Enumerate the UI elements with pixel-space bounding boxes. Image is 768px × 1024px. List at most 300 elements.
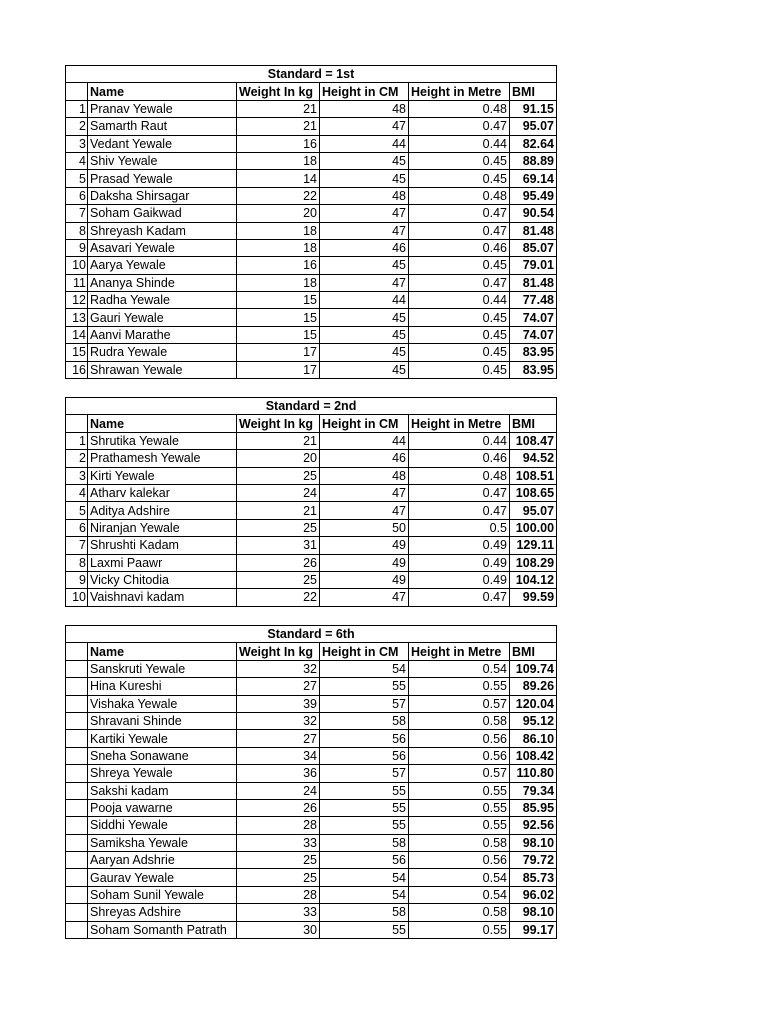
student-name: Ananya Shinde bbox=[88, 274, 237, 291]
row-number bbox=[66, 660, 88, 677]
bmi-value: 74.07 bbox=[510, 326, 557, 343]
student-name: Sanskruti Yewale bbox=[88, 660, 237, 677]
student-name: Pooja vawarne bbox=[88, 799, 237, 816]
row-number: 16 bbox=[66, 361, 88, 378]
bmi-value: 95.07 bbox=[510, 502, 557, 519]
weight-kg: 14 bbox=[237, 170, 320, 187]
bmi-value: 109.74 bbox=[510, 660, 557, 677]
student-name: Aaryan Adshrie bbox=[88, 852, 237, 869]
weight-kg: 24 bbox=[237, 782, 320, 799]
table-row bbox=[66, 747, 557, 764]
height-metre: 0.47 bbox=[409, 589, 510, 606]
header-weight-kg: Weight In kg bbox=[237, 415, 320, 432]
weight-kg: 39 bbox=[237, 695, 320, 712]
weight-kg: 16 bbox=[237, 135, 320, 152]
table-row bbox=[66, 519, 557, 536]
student-name: Shravani Shinde bbox=[88, 712, 237, 729]
student-name: Daksha Shirsagar bbox=[88, 187, 237, 204]
table-row bbox=[66, 187, 557, 204]
height-cm: 45 bbox=[320, 170, 409, 187]
weight-kg: 15 bbox=[237, 309, 320, 326]
row-number bbox=[66, 712, 88, 729]
height-metre: 0.57 bbox=[409, 695, 510, 712]
student-name: Shreyash Kadam bbox=[88, 222, 237, 239]
header-bmi: BMI bbox=[510, 83, 557, 100]
student-name: Radha Yewale bbox=[88, 292, 237, 309]
header-weight-kg: Weight In kg bbox=[237, 643, 320, 660]
bmi-value: 95.12 bbox=[510, 712, 557, 729]
row-number: 3 bbox=[66, 135, 88, 152]
weight-kg: 36 bbox=[237, 765, 320, 782]
standard-1st-table bbox=[65, 65, 557, 379]
weight-kg: 18 bbox=[237, 152, 320, 169]
bmi-value: 95.49 bbox=[510, 187, 557, 204]
header-name: Name bbox=[88, 415, 237, 432]
height-metre: 0.54 bbox=[409, 886, 510, 903]
table-row bbox=[66, 537, 557, 554]
height-metre: 0.48 bbox=[409, 187, 510, 204]
student-name: Pranav Yewale bbox=[88, 100, 237, 117]
weight-kg: 17 bbox=[237, 361, 320, 378]
height-metre: 0.47 bbox=[409, 205, 510, 222]
header-height-cm: Height in CM bbox=[320, 83, 409, 100]
weight-kg: 15 bbox=[237, 292, 320, 309]
height-cm: 44 bbox=[320, 135, 409, 152]
weight-kg: 25 bbox=[237, 571, 320, 588]
header-height-metre: Height in Metre bbox=[409, 415, 510, 432]
height-cm: 57 bbox=[320, 695, 409, 712]
table-row bbox=[66, 205, 557, 222]
bmi-value: 104.12 bbox=[510, 571, 557, 588]
bmi-value: 108.47 bbox=[510, 432, 557, 449]
student-name: Vicky Chitodia bbox=[88, 571, 237, 588]
row-number: 6 bbox=[66, 519, 88, 536]
bmi-value: 129.11 bbox=[510, 537, 557, 554]
student-name: Samiksha Yewale bbox=[88, 834, 237, 851]
table-title-row bbox=[66, 66, 557, 83]
bmi-value: 98.10 bbox=[510, 904, 557, 921]
student-name: Gauri Yewale bbox=[88, 309, 237, 326]
bmi-value: 79.72 bbox=[510, 852, 557, 869]
weight-kg: 18 bbox=[237, 274, 320, 291]
bmi-value: 98.10 bbox=[510, 834, 557, 851]
height-cm: 49 bbox=[320, 571, 409, 588]
height-cm: 44 bbox=[320, 432, 409, 449]
weight-kg: 20 bbox=[237, 450, 320, 467]
student-name: Samarth Raut bbox=[88, 118, 237, 135]
weight-kg: 21 bbox=[237, 432, 320, 449]
student-name: Gaurav Yewale bbox=[88, 869, 237, 886]
row-number: 9 bbox=[66, 239, 88, 256]
row-number bbox=[66, 817, 88, 834]
student-name: Asavari Yewale bbox=[88, 239, 237, 256]
row-number bbox=[66, 695, 88, 712]
bmi-value: 81.48 bbox=[510, 222, 557, 239]
table-row bbox=[66, 344, 557, 361]
table-row bbox=[66, 869, 557, 886]
height-metre: 0.45 bbox=[409, 170, 510, 187]
bmi-value: 79.34 bbox=[510, 782, 557, 799]
standard-2nd-table bbox=[65, 397, 557, 607]
height-cm: 55 bbox=[320, 678, 409, 695]
table-title-row bbox=[66, 626, 557, 643]
height-metre: 0.45 bbox=[409, 344, 510, 361]
height-metre: 0.47 bbox=[409, 274, 510, 291]
row-number: 11 bbox=[66, 274, 88, 291]
row-number bbox=[66, 730, 88, 747]
bmi-value: 81.48 bbox=[510, 274, 557, 291]
height-cm: 50 bbox=[320, 519, 409, 536]
height-cm: 48 bbox=[320, 467, 409, 484]
weight-kg: 28 bbox=[237, 817, 320, 834]
weight-kg: 21 bbox=[237, 118, 320, 135]
student-name: Kartiki Yewale bbox=[88, 730, 237, 747]
row-number: 7 bbox=[66, 537, 88, 554]
table-row bbox=[66, 100, 557, 117]
table-title: Standard = 1st bbox=[66, 66, 557, 83]
height-metre: 0.44 bbox=[409, 135, 510, 152]
height-metre: 0.54 bbox=[409, 869, 510, 886]
height-metre: 0.58 bbox=[409, 712, 510, 729]
height-cm: 47 bbox=[320, 222, 409, 239]
bmi-value: 108.65 bbox=[510, 484, 557, 501]
table-row bbox=[66, 484, 557, 501]
bmi-value: 85.95 bbox=[510, 799, 557, 816]
table-row bbox=[66, 799, 557, 816]
bmi-value: 108.42 bbox=[510, 747, 557, 764]
row-number bbox=[66, 678, 88, 695]
height-metre: 0.56 bbox=[409, 852, 510, 869]
table-row bbox=[66, 135, 557, 152]
height-metre: 0.55 bbox=[409, 921, 510, 938]
table-row bbox=[66, 450, 557, 467]
height-cm: 55 bbox=[320, 921, 409, 938]
table-row bbox=[66, 502, 557, 519]
height-cm: 45 bbox=[320, 361, 409, 378]
row-number: 13 bbox=[66, 309, 88, 326]
row-number bbox=[66, 852, 88, 869]
row-number: 6 bbox=[66, 187, 88, 204]
student-name: Soham Gaikwad bbox=[88, 205, 237, 222]
weight-kg: 22 bbox=[237, 187, 320, 204]
height-cm: 58 bbox=[320, 712, 409, 729]
table-row bbox=[66, 712, 557, 729]
student-name: Shrawan Yewale bbox=[88, 361, 237, 378]
height-metre: 0.56 bbox=[409, 747, 510, 764]
row-number: 2 bbox=[66, 450, 88, 467]
header-blank-cell bbox=[66, 643, 88, 660]
student-name: Kirti Yewale bbox=[88, 467, 237, 484]
bmi-value: 82.64 bbox=[510, 135, 557, 152]
student-name: Hina Kureshi bbox=[88, 678, 237, 695]
height-cm: 54 bbox=[320, 869, 409, 886]
bmi-value: 85.07 bbox=[510, 239, 557, 256]
weight-kg: 20 bbox=[237, 205, 320, 222]
height-metre: 0.55 bbox=[409, 782, 510, 799]
table-row bbox=[66, 660, 557, 677]
table-row bbox=[66, 554, 557, 571]
row-number: 1 bbox=[66, 100, 88, 117]
table-row bbox=[66, 274, 557, 291]
row-number: 5 bbox=[66, 170, 88, 187]
height-metre: 0.49 bbox=[409, 571, 510, 588]
weight-kg: 25 bbox=[237, 869, 320, 886]
table-row bbox=[66, 326, 557, 343]
table-row bbox=[66, 695, 557, 712]
student-name: Vaishnavi kadam bbox=[88, 589, 237, 606]
row-number bbox=[66, 765, 88, 782]
height-cm: 47 bbox=[320, 484, 409, 501]
height-cm: 47 bbox=[320, 118, 409, 135]
height-metre: 0.5 bbox=[409, 519, 510, 536]
student-name: Shreyas Adshire bbox=[88, 904, 237, 921]
table-row bbox=[66, 817, 557, 834]
height-cm: 44 bbox=[320, 292, 409, 309]
row-number bbox=[66, 921, 88, 938]
table-header-row bbox=[66, 643, 557, 660]
weight-kg: 30 bbox=[237, 921, 320, 938]
table-row bbox=[66, 589, 557, 606]
row-number: 1 bbox=[66, 432, 88, 449]
height-cm: 56 bbox=[320, 852, 409, 869]
height-cm: 49 bbox=[320, 554, 409, 571]
height-metre: 0.47 bbox=[409, 118, 510, 135]
student-name: Niranjan Yewale bbox=[88, 519, 237, 536]
student-name: Vishaka Yewale bbox=[88, 695, 237, 712]
height-cm: 48 bbox=[320, 100, 409, 117]
student-name: Aarya Yewale bbox=[88, 257, 237, 274]
height-cm: 45 bbox=[320, 257, 409, 274]
bmi-value: 86.10 bbox=[510, 730, 557, 747]
height-cm: 57 bbox=[320, 765, 409, 782]
height-cm: 58 bbox=[320, 834, 409, 851]
student-name: Laxmi Paawr bbox=[88, 554, 237, 571]
row-number bbox=[66, 904, 88, 921]
weight-kg: 18 bbox=[237, 239, 320, 256]
row-number: 14 bbox=[66, 326, 88, 343]
row-number bbox=[66, 747, 88, 764]
table-row bbox=[66, 852, 557, 869]
header-height-cm: Height in CM bbox=[320, 643, 409, 660]
student-name: Siddhi Yewale bbox=[88, 817, 237, 834]
student-name: Shreya Yewale bbox=[88, 765, 237, 782]
standard-6th-table bbox=[65, 625, 557, 939]
student-name: Prasad Yewale bbox=[88, 170, 237, 187]
student-name: Sneha Sonawane bbox=[88, 747, 237, 764]
height-metre: 0.58 bbox=[409, 834, 510, 851]
bmi-value: 92.56 bbox=[510, 817, 557, 834]
height-metre: 0.58 bbox=[409, 904, 510, 921]
row-number: 2 bbox=[66, 118, 88, 135]
weight-kg: 32 bbox=[237, 660, 320, 677]
table-header-row bbox=[66, 83, 557, 100]
row-number: 9 bbox=[66, 571, 88, 588]
weight-kg: 25 bbox=[237, 467, 320, 484]
weight-kg: 28 bbox=[237, 886, 320, 903]
bmi-value: 90.54 bbox=[510, 205, 557, 222]
height-cm: 47 bbox=[320, 205, 409, 222]
header-bmi: BMI bbox=[510, 643, 557, 660]
row-number: 8 bbox=[66, 554, 88, 571]
height-cm: 58 bbox=[320, 904, 409, 921]
bmi-value: 69.14 bbox=[510, 170, 557, 187]
table-title-row bbox=[66, 398, 557, 415]
height-metre: 0.46 bbox=[409, 450, 510, 467]
weight-kg: 33 bbox=[237, 834, 320, 851]
student-name: Soham Somanth Patrath bbox=[88, 921, 237, 938]
height-cm: 47 bbox=[320, 274, 409, 291]
height-metre: 0.44 bbox=[409, 292, 510, 309]
height-cm: 56 bbox=[320, 747, 409, 764]
weight-kg: 15 bbox=[237, 326, 320, 343]
header-blank-cell bbox=[66, 415, 88, 432]
header-name: Name bbox=[88, 643, 237, 660]
weight-kg: 18 bbox=[237, 222, 320, 239]
table-header-row bbox=[66, 415, 557, 432]
height-cm: 45 bbox=[320, 344, 409, 361]
weight-kg: 25 bbox=[237, 519, 320, 536]
height-cm: 47 bbox=[320, 502, 409, 519]
row-number: 15 bbox=[66, 344, 88, 361]
height-metre: 0.45 bbox=[409, 257, 510, 274]
height-cm: 56 bbox=[320, 730, 409, 747]
weight-kg: 25 bbox=[237, 852, 320, 869]
bmi-value: 79.01 bbox=[510, 257, 557, 274]
bmi-value: 94.52 bbox=[510, 450, 557, 467]
height-cm: 54 bbox=[320, 886, 409, 903]
height-cm: 46 bbox=[320, 450, 409, 467]
bmi-value: 89.26 bbox=[510, 678, 557, 695]
height-metre: 0.49 bbox=[409, 537, 510, 554]
weight-kg: 27 bbox=[237, 730, 320, 747]
height-metre: 0.45 bbox=[409, 361, 510, 378]
height-cm: 55 bbox=[320, 782, 409, 799]
height-metre: 0.47 bbox=[409, 222, 510, 239]
height-metre: 0.44 bbox=[409, 432, 510, 449]
table-row bbox=[66, 152, 557, 169]
weight-kg: 27 bbox=[237, 678, 320, 695]
weight-kg: 26 bbox=[237, 554, 320, 571]
bmi-value: 88.89 bbox=[510, 152, 557, 169]
row-number: 4 bbox=[66, 484, 88, 501]
row-number: 12 bbox=[66, 292, 88, 309]
row-number bbox=[66, 869, 88, 886]
row-number: 7 bbox=[66, 205, 88, 222]
row-number: 8 bbox=[66, 222, 88, 239]
weight-kg: 17 bbox=[237, 344, 320, 361]
header-weight-kg: Weight In kg bbox=[237, 83, 320, 100]
row-number bbox=[66, 782, 88, 799]
weight-kg: 33 bbox=[237, 904, 320, 921]
table-row bbox=[66, 467, 557, 484]
student-name: Sakshi kadam bbox=[88, 782, 237, 799]
height-metre: 0.56 bbox=[409, 730, 510, 747]
table-row bbox=[66, 571, 557, 588]
header-height-cm: Height in CM bbox=[320, 415, 409, 432]
table-row bbox=[66, 239, 557, 256]
header-bmi: BMI bbox=[510, 415, 557, 432]
table-row bbox=[66, 361, 557, 378]
height-cm: 54 bbox=[320, 660, 409, 677]
bmi-value: 108.51 bbox=[510, 467, 557, 484]
height-metre: 0.49 bbox=[409, 554, 510, 571]
bmi-value: 99.59 bbox=[510, 589, 557, 606]
height-metre: 0.45 bbox=[409, 152, 510, 169]
bmi-value: 85.73 bbox=[510, 869, 557, 886]
table-row bbox=[66, 432, 557, 449]
row-number bbox=[66, 799, 88, 816]
height-metre: 0.55 bbox=[409, 678, 510, 695]
student-name: Prathamesh Yewale bbox=[88, 450, 237, 467]
bmi-value: 95.07 bbox=[510, 118, 557, 135]
table-row bbox=[66, 678, 557, 695]
table-row bbox=[66, 886, 557, 903]
row-number bbox=[66, 834, 88, 851]
table-row bbox=[66, 170, 557, 187]
height-metre: 0.45 bbox=[409, 309, 510, 326]
weight-kg: 21 bbox=[237, 502, 320, 519]
height-metre: 0.54 bbox=[409, 660, 510, 677]
table-title: Standard = 2nd bbox=[66, 398, 557, 415]
bmi-value: 120.04 bbox=[510, 695, 557, 712]
student-name: Soham Sunil Yewale bbox=[88, 886, 237, 903]
table-row bbox=[66, 782, 557, 799]
table-row bbox=[66, 222, 557, 239]
height-cm: 46 bbox=[320, 239, 409, 256]
row-number: 5 bbox=[66, 502, 88, 519]
student-name: Shiv Yewale bbox=[88, 152, 237, 169]
height-cm: 45 bbox=[320, 152, 409, 169]
table-row bbox=[66, 834, 557, 851]
table-row bbox=[66, 292, 557, 309]
header-name: Name bbox=[88, 83, 237, 100]
bmi-value: 83.95 bbox=[510, 361, 557, 378]
height-metre: 0.48 bbox=[409, 467, 510, 484]
row-number: 10 bbox=[66, 257, 88, 274]
weight-kg: 16 bbox=[237, 257, 320, 274]
height-cm: 45 bbox=[320, 309, 409, 326]
bmi-value: 91.15 bbox=[510, 100, 557, 117]
weight-kg: 26 bbox=[237, 799, 320, 816]
height-cm: 55 bbox=[320, 817, 409, 834]
student-name: Aditya Adshire bbox=[88, 502, 237, 519]
student-name: Atharv kalekar bbox=[88, 484, 237, 501]
height-cm: 48 bbox=[320, 187, 409, 204]
weight-kg: 34 bbox=[237, 747, 320, 764]
bmi-value: 83.95 bbox=[510, 344, 557, 361]
header-height-metre: Height in Metre bbox=[409, 643, 510, 660]
table-row bbox=[66, 921, 557, 938]
height-metre: 0.47 bbox=[409, 484, 510, 501]
bmi-value: 108.29 bbox=[510, 554, 557, 571]
row-number: 10 bbox=[66, 589, 88, 606]
row-number: 3 bbox=[66, 467, 88, 484]
height-cm: 45 bbox=[320, 326, 409, 343]
table-row bbox=[66, 118, 557, 135]
height-metre: 0.46 bbox=[409, 239, 510, 256]
height-metre: 0.45 bbox=[409, 326, 510, 343]
table-row bbox=[66, 904, 557, 921]
height-metre: 0.55 bbox=[409, 799, 510, 816]
height-metre: 0.55 bbox=[409, 817, 510, 834]
row-number bbox=[66, 886, 88, 903]
row-number: 4 bbox=[66, 152, 88, 169]
bmi-value: 100.00 bbox=[510, 519, 557, 536]
student-name: Shrushti Kadam bbox=[88, 537, 237, 554]
student-name: Shrutika Yewale bbox=[88, 432, 237, 449]
header-height-metre: Height in Metre bbox=[409, 83, 510, 100]
weight-kg: 31 bbox=[237, 537, 320, 554]
